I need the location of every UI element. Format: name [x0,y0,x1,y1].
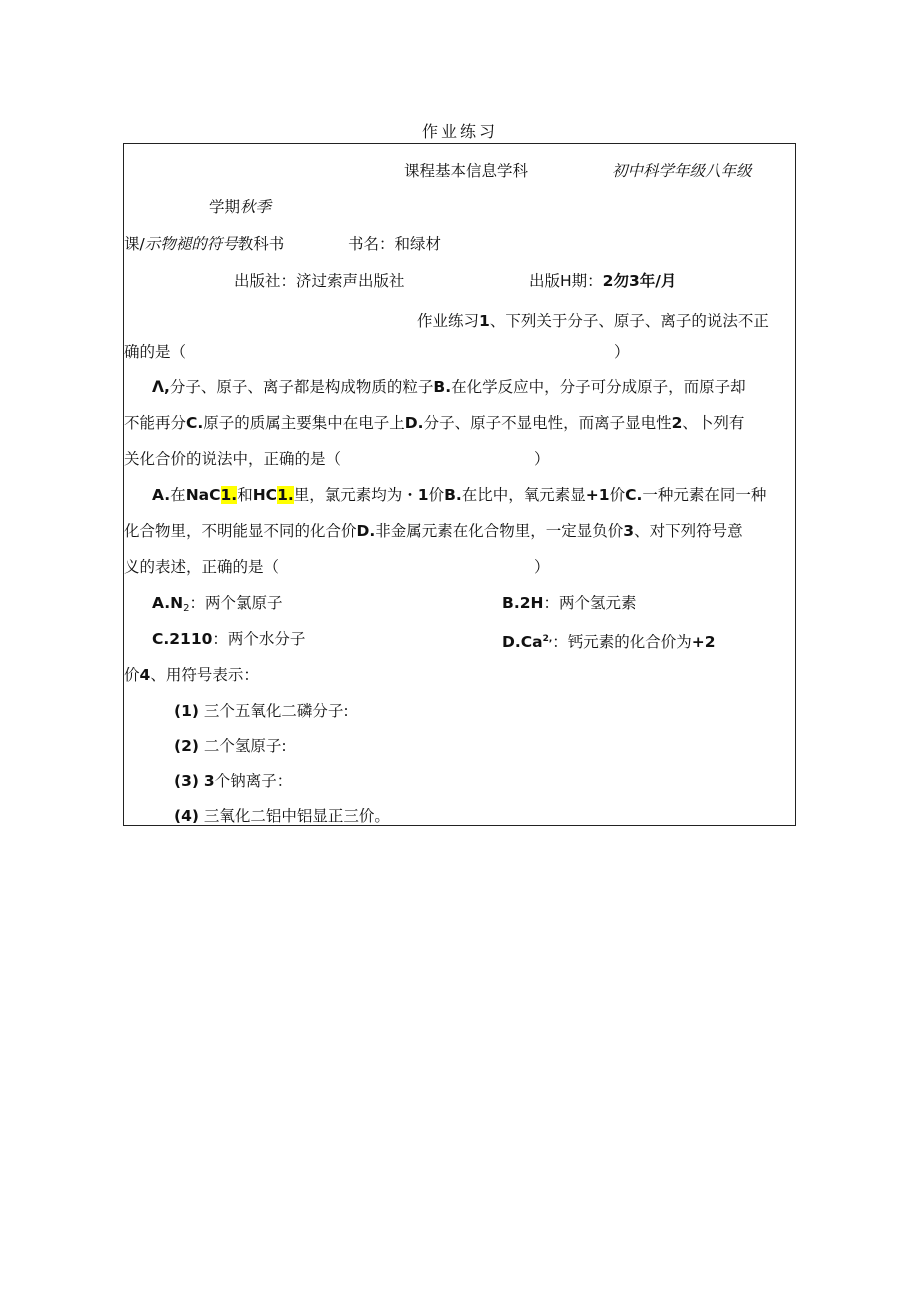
q1-optC-label: C. [186,414,204,432]
q3-optD-value: +2 [691,633,716,651]
page-title: 作业练习 [421,122,498,141]
pub-date-line [529,271,676,291]
worksheet-table [123,143,796,826]
course-label: 课程基本信息学科 [404,162,529,180]
lesson-line [124,234,284,254]
q3-optA-label: A.N [152,594,184,612]
q3-optC-label: C.2110 [152,630,213,648]
q1-options-line1 [152,377,746,397]
q2-optD-label: D. [356,522,376,540]
q4-item-number: (1) [174,702,199,720]
q3-optA [152,593,283,619]
book-value: 和绿材 [394,235,442,253]
q1-optB-text-a: 在化学反应中，分子可分成原子，而原子却 [451,378,746,396]
q3-number: 3 [623,522,635,540]
q4-item-number: (3) [174,772,199,790]
q3-optC-text: ：两个水分子 [212,630,306,648]
q4-item [174,806,390,826]
q2-optA-highlight2: 1. [277,486,294,504]
q1-stem-a: 、下列关于分子、原子、离子的说法不正 [489,312,769,330]
term-label: 学期 [209,198,241,216]
q4-item [174,771,292,791]
q3-optD [502,629,716,652]
q1-options-line2 [124,413,744,433]
course-value: 初中科学年级八年级 [612,162,752,180]
publisher: 出版社：济过索声出版社 [234,272,405,290]
q1-stem-line2: 确的是（ [124,343,187,361]
q3-optB-text: ：两个氢元素 [543,594,637,612]
q4-item-count: 3 [203,772,215,790]
book-line [348,234,441,254]
q2-optC-t2: 化合物里，不明能显不同的化合价 [124,522,357,540]
q2-optC-label: C. [625,486,643,504]
q3-optB-label: B.2H [502,594,544,612]
q4-item [174,736,287,756]
q3-optA-text: ：两个氯原子 [189,594,283,612]
q1-stem-line1 [417,311,769,331]
q4-number: 4 [139,666,151,684]
q2-options-line1 [152,485,766,505]
q1-optC-text: 原子的质属主要集中在电子上 [203,414,405,432]
q2-optA-t2: 和 [237,486,253,504]
term-value: 秋季 [240,198,272,216]
q2-optA-t1: 在 [170,486,186,504]
q4-item-text: 二个氢原子: [203,737,287,755]
q4-item-number: (2) [174,737,199,755]
book-label: 书名： [348,235,395,253]
q4-item [174,701,349,721]
q2-stem-a: 、卜列有 [682,414,745,432]
q2-optA-t3: 里，氯元素均为・ [293,486,418,504]
q2-options-line2 [124,521,743,541]
lesson-value: 示物褪的符号 [144,235,238,253]
q2-optB-value: +1 [585,486,610,504]
pub-date-label: 出版H期： [529,272,603,290]
q2-optB-t2: 价 [609,486,626,504]
q1-number: 1 [479,312,490,330]
q3-optC [152,629,305,649]
q3-optD-superscript: 2, [542,634,553,644]
q4-item-number: (4) [174,807,199,825]
q2-optA-formula2: HC [252,486,278,504]
textbook-label: 教科书 [237,235,285,253]
q2-optA-label: A. [152,486,171,504]
q4-item-text: 三氧化二铝中铝显正三价。 [203,807,390,825]
q2-optD-text: 非金属元素在化合物里，一定显负价 [375,522,624,540]
q2-optA-t4: 价 [428,486,445,504]
term-line [209,197,271,217]
q2-stem-line2: 关化合价的说法中，正确的是（ [124,450,342,468]
q1-optA-label: Λ, [152,378,170,396]
q3-optD-tail: 价 [124,666,140,684]
q1-optA-text: 分子、原子、离子都是构成物质的粒子 [169,378,434,396]
q4-stem-line [124,665,259,685]
q2-optA-value: 1 [417,486,429,504]
q1-close-paren: ） [614,343,630,361]
q2-optA-highlight1: 1. [220,486,238,504]
q3-optD-text: ：钙元素的化合价为 [552,633,692,651]
q3-close-paren: ） [534,558,550,576]
lesson-label: 课/ [124,235,145,253]
q4-item-text: 个钠离子： [214,772,293,790]
q1-lead: 作业练习 [417,312,480,330]
q1-optB-text-b: 不能再分 [124,414,187,432]
q2-optA-formula1: NaC [185,486,221,504]
q2-number: 2 [671,414,683,432]
q1-optD-label: D. [404,414,424,432]
q1-optB-label: B. [433,378,452,396]
q4-item-text: 三个五氧化二磷分子: [203,702,349,720]
q4-stem: 、用符号表示： [150,666,259,684]
q3-stem-a: 、对下列符号意 [634,522,743,540]
q2-optC-t1: 一种元素在同一种 [642,486,767,504]
q3-stem-line2: 义的表述，正确的是（ [124,558,280,576]
q1-optD-text: 分子、原子不显电性，而离子显电性 [423,414,672,432]
q3-optD-label: D.Ca [502,633,543,651]
q3-optB [502,593,636,613]
pub-date-value: 2勿3年/月 [602,272,677,290]
q2-optB-label: B. [444,486,462,504]
q2-close-paren: ） [534,450,550,468]
q2-optB-t1: 在比中，氧元素显 [461,486,586,504]
q3-optA-subscript: 2 [183,603,190,614]
